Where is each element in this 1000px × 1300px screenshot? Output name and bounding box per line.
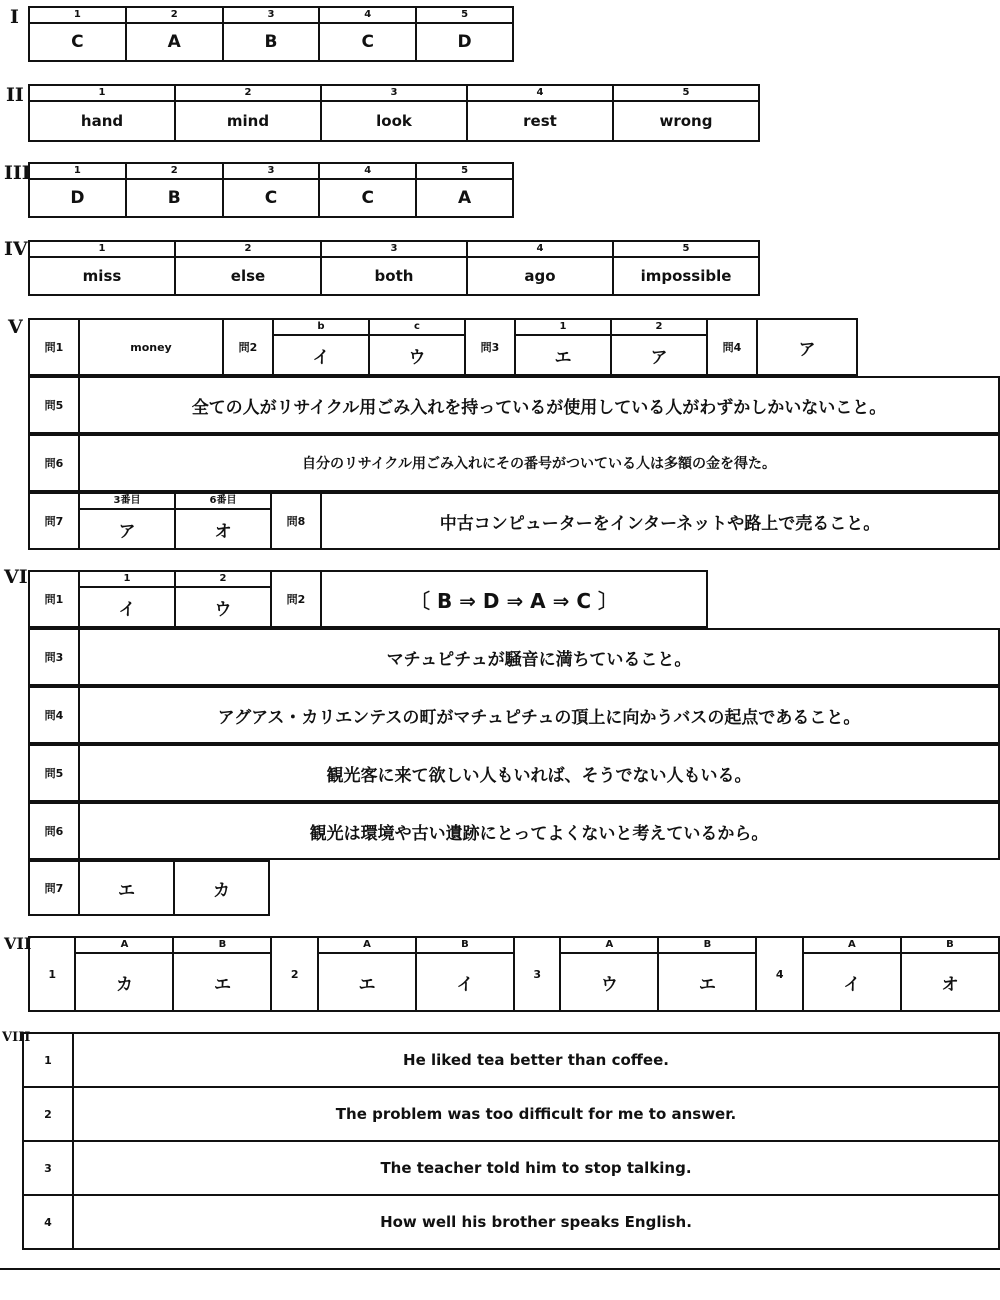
answer-cell: miss xyxy=(29,257,175,295)
answer-cell: rest xyxy=(467,101,613,141)
group-number: 4 xyxy=(756,937,802,1011)
answer-cell: イ xyxy=(803,953,901,1011)
section-6-q4-table xyxy=(28,686,1000,744)
header-cell: 1 xyxy=(29,241,175,257)
section-6-q5-table xyxy=(28,744,1000,802)
section-8-table xyxy=(22,1032,1000,1250)
section-6-numeral: VI xyxy=(4,566,28,588)
header-cell: 3 xyxy=(223,7,320,23)
header-cell: 4 xyxy=(467,241,613,257)
header-cell: 5 xyxy=(416,7,513,23)
header-cell: 1 xyxy=(29,85,175,101)
header-cell: 5 xyxy=(416,163,513,179)
answer-cell: else xyxy=(175,257,321,295)
section-6-q3-table xyxy=(28,628,1000,686)
answer-cell: ago xyxy=(467,257,613,295)
answer-cell: 観光客に来て欲しい人もいれば、そうでない人もいる。 xyxy=(79,745,999,801)
header-cell: 2 xyxy=(126,163,223,179)
header-cell: A xyxy=(803,937,901,953)
answer-cell: エ xyxy=(515,335,611,375)
answer-cell: ウ xyxy=(369,335,465,375)
answer-cell: 〔 B ⇒ D ⇒ A ⇒ C 〕 xyxy=(321,571,707,627)
section-1-table xyxy=(28,6,514,62)
answer-cell: D xyxy=(416,23,513,61)
header-cell: 3 xyxy=(223,163,320,179)
answer-cell: C xyxy=(29,23,126,61)
answer-cell: money xyxy=(79,319,223,375)
question-label: 問2 xyxy=(223,319,273,375)
section-5-q5-table xyxy=(28,376,1000,434)
header-cell: B xyxy=(173,937,271,953)
row-number: 3 xyxy=(23,1141,73,1195)
group-number: 1 xyxy=(29,937,75,1011)
header-cell: A xyxy=(560,937,658,953)
header-cell: 5 xyxy=(613,85,759,101)
header-cell: 2 xyxy=(175,571,271,587)
group-number: 2 xyxy=(271,937,317,1011)
section-2-table xyxy=(28,84,760,142)
question-label: 問3 xyxy=(29,629,79,685)
header-cell: 2 xyxy=(175,241,321,257)
answer-cell: エ xyxy=(318,953,416,1011)
bottom-rule xyxy=(0,1268,1000,1270)
row-number: 4 xyxy=(23,1195,73,1249)
header-cell: 3番目 xyxy=(79,493,175,509)
answer-cell: 中古コンピューターをインターネットや路上で売ること。 xyxy=(321,493,999,549)
header-cell: A xyxy=(318,937,416,953)
header-cell: 2 xyxy=(126,7,223,23)
section-4-numeral: IV xyxy=(4,238,28,260)
header-cell: 3 xyxy=(321,241,467,257)
answer-cell: C xyxy=(319,179,416,217)
answer-cell: ア xyxy=(611,335,707,375)
question-label: 問4 xyxy=(29,687,79,743)
answer-cell: wrong xyxy=(613,101,759,141)
section-5-q6-table xyxy=(28,434,1000,492)
section-6-q7-table xyxy=(28,860,270,916)
question-label: 問4 xyxy=(707,319,757,375)
answer-cell: mind xyxy=(175,101,321,141)
question-label: 問7 xyxy=(29,861,79,915)
answer-cell: 自分のリサイクル用ごみ入れにその番号がついている人は多額の金を得た。 xyxy=(79,435,999,491)
header-cell: 4 xyxy=(319,7,416,23)
answer-cell: C xyxy=(223,179,320,217)
answer-cell: イ xyxy=(273,335,369,375)
answer-cell: アグアス・カリエンテスの町がマチュピチュの頂上に向かうバスの起点であること。 xyxy=(79,687,999,743)
section-3-numeral: III xyxy=(4,162,31,184)
answer-cell: 全ての人がリサイクル用ごみ入れを持っているが使用している人がわずかしかいないこと。 xyxy=(79,377,999,433)
section-5-q7-q8-table xyxy=(28,492,1000,550)
answer-cell: look xyxy=(321,101,467,141)
header-cell: c xyxy=(369,319,465,335)
answer-cell: ウ xyxy=(560,953,658,1011)
answer-cell: A xyxy=(126,23,223,61)
answer-cell: both xyxy=(321,257,467,295)
header-cell: b xyxy=(273,319,369,335)
question-label: 問3 xyxy=(465,319,515,375)
answer-cell: B xyxy=(223,23,320,61)
question-label: 問1 xyxy=(29,319,79,375)
answer-cell: He liked tea better than coffee. xyxy=(73,1033,999,1087)
answer-cell: D xyxy=(29,179,126,217)
answer-cell: impossible xyxy=(613,257,759,295)
answer-cell: ア xyxy=(79,509,175,549)
answer-cell: イ xyxy=(79,587,175,627)
section-6-q6-table xyxy=(28,802,1000,860)
answer-cell: エ xyxy=(173,953,271,1011)
answer-cell: ア xyxy=(757,319,857,375)
section-6-q1-q2-table xyxy=(28,570,708,628)
question-label: 問5 xyxy=(29,377,79,433)
section-2-numeral: II xyxy=(6,84,24,106)
section-5-top-table xyxy=(28,318,858,376)
header-cell: 4 xyxy=(319,163,416,179)
answer-cell: マチュピチュが騒音に満ちていること。 xyxy=(79,629,999,685)
question-label: 問7 xyxy=(29,493,79,549)
answer-cell: イ xyxy=(416,953,514,1011)
question-label: 問6 xyxy=(29,435,79,491)
section-1-numeral: I xyxy=(10,6,19,28)
header-cell: 2 xyxy=(175,85,321,101)
section-4-table xyxy=(28,240,760,296)
header-cell: 6番目 xyxy=(175,493,271,509)
header-cell: 3 xyxy=(321,85,467,101)
header-cell: B xyxy=(658,937,756,953)
answer-cell: オ xyxy=(901,953,999,1011)
header-cell: 1 xyxy=(29,7,126,23)
header-cell: B xyxy=(901,937,999,953)
answer-cell: 観光は環境や古い遺跡にとってよくないと考えているから。 xyxy=(79,803,999,859)
header-cell: 2 xyxy=(611,319,707,335)
header-cell: 1 xyxy=(79,571,175,587)
row-number: 2 xyxy=(23,1087,73,1141)
question-label: 問2 xyxy=(271,571,321,627)
section-5-numeral: V xyxy=(8,316,23,338)
answer-cell: The teacher told him to stop talking. xyxy=(73,1141,999,1195)
answer-cell: オ xyxy=(175,509,271,549)
header-cell: A xyxy=(75,937,173,953)
question-label: 問1 xyxy=(29,571,79,627)
header-cell: 1 xyxy=(515,319,611,335)
answer-cell: エ xyxy=(79,861,174,915)
section-8-numeral: VIII xyxy=(2,1030,31,1045)
header-cell: 4 xyxy=(467,85,613,101)
answer-cell: A xyxy=(416,179,513,217)
answer-cell: The problem was too difficult for me to answer. xyxy=(73,1087,999,1141)
section-7-numeral: VII xyxy=(4,934,32,953)
section-3-table xyxy=(28,162,514,218)
answer-cell: hand xyxy=(29,101,175,141)
answer-cell: C xyxy=(319,23,416,61)
row-number: 1 xyxy=(23,1033,73,1087)
answer-cell: B xyxy=(126,179,223,217)
question-label: 問8 xyxy=(271,493,321,549)
answer-cell: カ xyxy=(174,861,269,915)
section-7-table xyxy=(28,936,1000,1012)
header-cell: 1 xyxy=(29,163,126,179)
question-label: 問5 xyxy=(29,745,79,801)
answer-cell: カ xyxy=(75,953,173,1011)
group-number: 3 xyxy=(514,937,560,1011)
header-cell: 5 xyxy=(613,241,759,257)
answer-cell: エ xyxy=(658,953,756,1011)
answer-cell: How well his brother speaks English. xyxy=(73,1195,999,1249)
answer-cell: ウ xyxy=(175,587,271,627)
question-label: 問6 xyxy=(29,803,79,859)
header-cell: B xyxy=(416,937,514,953)
